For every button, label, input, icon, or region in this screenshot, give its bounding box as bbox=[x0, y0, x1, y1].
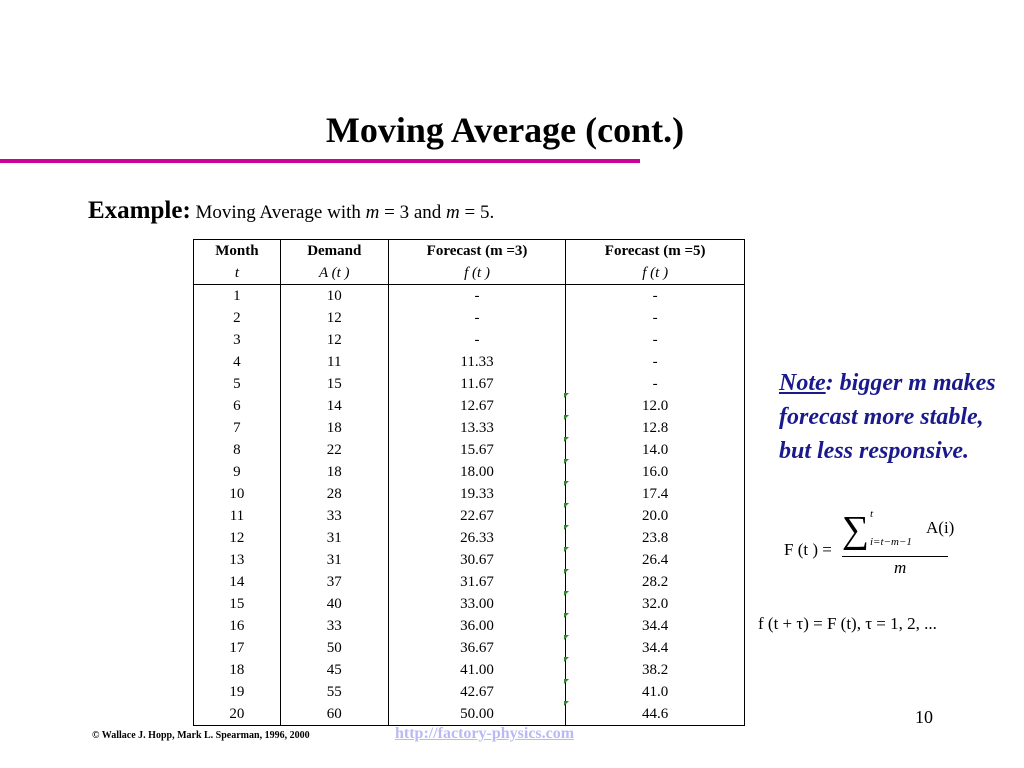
cell-forecast-m5: - bbox=[566, 329, 745, 351]
cell-marker-icon bbox=[564, 569, 569, 574]
cell-demand: 45 bbox=[280, 659, 388, 681]
cell-demand: 28 bbox=[280, 483, 388, 505]
cell-month: 4 bbox=[194, 351, 281, 373]
cell-marker-icon bbox=[564, 635, 569, 640]
cell-forecast-m3: 36.00 bbox=[388, 615, 566, 637]
cell-month: 14 bbox=[194, 571, 281, 593]
cell-demand: 14 bbox=[280, 395, 388, 417]
cell-month: 19 bbox=[194, 681, 281, 703]
cell-demand: 33 bbox=[280, 615, 388, 637]
cell-forecast-m5: 32.0 bbox=[566, 593, 745, 615]
cell-forecast-m3: 26.33 bbox=[388, 527, 566, 549]
cell-month: 16 bbox=[194, 615, 281, 637]
cell-demand: 12 bbox=[280, 329, 388, 351]
cell-demand: 12 bbox=[280, 307, 388, 329]
table-row bbox=[194, 593, 745, 615]
table-row bbox=[194, 659, 745, 681]
cell-forecast-m5: 20.0 bbox=[566, 505, 745, 527]
cell-forecast-m3: 42.67 bbox=[388, 681, 566, 703]
table-row bbox=[194, 615, 745, 637]
cell-forecast-m3: - bbox=[388, 307, 566, 329]
cell-forecast-m3: 19.33 bbox=[388, 483, 566, 505]
cell-month: 18 bbox=[194, 659, 281, 681]
table-row bbox=[194, 549, 745, 571]
cell-marker-icon bbox=[564, 393, 569, 398]
cell-demand: 60 bbox=[280, 703, 388, 726]
cell-forecast-m5: 34.4 bbox=[566, 615, 745, 637]
table-row bbox=[194, 351, 745, 373]
cell-marker-icon bbox=[564, 679, 569, 684]
cell-month: 8 bbox=[194, 439, 281, 461]
table-row bbox=[194, 637, 745, 659]
formula1-lhs: F (t ) = bbox=[784, 540, 832, 559]
cell-forecast-m3: 50.00 bbox=[388, 703, 566, 726]
cell-demand: 55 bbox=[280, 681, 388, 703]
cell-forecast-m3: 22.67 bbox=[388, 505, 566, 527]
cell-demand: 33 bbox=[280, 505, 388, 527]
example-text-b: = 3 and bbox=[379, 202, 447, 223]
cell-forecast-m3: 30.67 bbox=[388, 549, 566, 571]
header-forecast-m3: Forecast (m =3) bbox=[388, 240, 566, 263]
cell-forecast-m3: 31.67 bbox=[388, 571, 566, 593]
cell-month: 6 bbox=[194, 395, 281, 417]
cell-marker-icon bbox=[564, 415, 569, 420]
note-text bbox=[779, 366, 1019, 468]
table-row bbox=[194, 483, 745, 505]
note-head: Note bbox=[779, 370, 826, 396]
cell-forecast-m3: 15.67 bbox=[388, 439, 566, 461]
subheader-month: t bbox=[194, 262, 281, 285]
cell-forecast-m3: 12.67 bbox=[388, 395, 566, 417]
forecast-table bbox=[193, 239, 745, 726]
cell-forecast-m5: 41.0 bbox=[566, 681, 745, 703]
cell-forecast-m5: 17.4 bbox=[566, 483, 745, 505]
header-demand: Demand bbox=[280, 240, 388, 263]
cell-forecast-m3: - bbox=[388, 329, 566, 351]
table-body bbox=[194, 285, 745, 726]
cell-forecast-m5: 38.2 bbox=[566, 659, 745, 681]
subheader-forecast-m5: f (t ) bbox=[566, 262, 745, 285]
example-m2: m bbox=[446, 202, 460, 223]
formula1-numerator: A(i) bbox=[926, 518, 955, 537]
cell-month: 10 bbox=[194, 483, 281, 505]
cell-forecast-m3: 11.33 bbox=[388, 351, 566, 373]
formula1-fraction-line bbox=[842, 556, 948, 557]
page-number: 10 bbox=[915, 707, 933, 727]
table-header-row bbox=[194, 240, 745, 263]
cell-forecast-m5: 23.8 bbox=[566, 527, 745, 549]
table-row bbox=[194, 505, 745, 527]
table-row bbox=[194, 307, 745, 329]
header-month: Month bbox=[194, 240, 281, 263]
example-line bbox=[88, 196, 494, 228]
cell-marker-icon bbox=[564, 591, 569, 596]
cell-marker-icon bbox=[564, 437, 569, 442]
table-row bbox=[194, 395, 745, 417]
cell-forecast-m5: - bbox=[566, 351, 745, 373]
note-body: : bigger m makes forecast more stable, but less responsive. bbox=[779, 370, 996, 464]
cell-forecast-m5: 34.4 bbox=[566, 637, 745, 659]
cell-demand: 18 bbox=[280, 461, 388, 483]
cell-marker-icon bbox=[564, 481, 569, 486]
cell-demand: 11 bbox=[280, 351, 388, 373]
cell-demand: 22 bbox=[280, 439, 388, 461]
cell-month: 15 bbox=[194, 593, 281, 615]
cell-forecast-m5: 14.0 bbox=[566, 439, 745, 461]
cell-month: 17 bbox=[194, 637, 281, 659]
cell-marker-icon bbox=[564, 701, 569, 706]
cell-marker-icon bbox=[564, 503, 569, 508]
cell-forecast-m3: 41.00 bbox=[388, 659, 566, 681]
cell-marker-icon bbox=[564, 613, 569, 618]
table-row bbox=[194, 681, 745, 703]
cell-forecast-m5: 16.0 bbox=[566, 461, 745, 483]
formula1-sigma: ∑ bbox=[842, 509, 870, 551]
cell-demand: 37 bbox=[280, 571, 388, 593]
slide-title: Moving Average (cont.) bbox=[325, 110, 685, 150]
cell-forecast-m3: 13.33 bbox=[388, 417, 566, 439]
cell-demand: 40 bbox=[280, 593, 388, 615]
cell-demand: 50 bbox=[280, 637, 388, 659]
cell-forecast-m3: 11.67 bbox=[388, 373, 566, 395]
cell-forecast-m5: - bbox=[566, 285, 745, 308]
table-row bbox=[194, 285, 745, 308]
copyright: © Wallace J. Hopp, Mark L. Spearman, 1996, 2000 bbox=[92, 730, 310, 741]
cell-month: 2 bbox=[194, 307, 281, 329]
table-row bbox=[194, 373, 745, 395]
example-label: Example: bbox=[88, 197, 191, 224]
cell-forecast-m5: 12.8 bbox=[566, 417, 745, 439]
subheader-demand: A (t ) bbox=[280, 262, 388, 285]
formula-forecast: f (t + τ) = F (t), τ = 1, 2, ... bbox=[758, 614, 937, 633]
subheader-forecast-m3: f (t ) bbox=[388, 262, 566, 285]
table-row bbox=[194, 527, 745, 549]
cell-month: 11 bbox=[194, 505, 281, 527]
table-row bbox=[194, 417, 745, 439]
cell-month: 12 bbox=[194, 527, 281, 549]
cell-forecast-m5: - bbox=[566, 373, 745, 395]
cell-demand: 31 bbox=[280, 527, 388, 549]
table-row bbox=[194, 571, 745, 593]
table-row bbox=[194, 439, 745, 461]
title-rule bbox=[0, 159, 640, 163]
table-row bbox=[194, 461, 745, 483]
cell-forecast-m3: 18.00 bbox=[388, 461, 566, 483]
table-subheader-row bbox=[194, 262, 745, 285]
cell-month: 1 bbox=[194, 285, 281, 308]
cell-month: 20 bbox=[194, 703, 281, 726]
example-text-c: = 5. bbox=[459, 202, 495, 223]
cell-month: 13 bbox=[194, 549, 281, 571]
cell-demand: 31 bbox=[280, 549, 388, 571]
cell-forecast-m5: - bbox=[566, 307, 745, 329]
cell-demand: 10 bbox=[280, 285, 388, 308]
cell-forecast-m5: 12.0 bbox=[566, 395, 745, 417]
cell-month: 5 bbox=[194, 373, 281, 395]
cell-forecast-m5: 28.2 bbox=[566, 571, 745, 593]
cell-demand: 18 bbox=[280, 417, 388, 439]
formula1-sup: t bbox=[870, 508, 874, 520]
cell-forecast-m3: 33.00 bbox=[388, 593, 566, 615]
cell-month: 3 bbox=[194, 329, 281, 351]
cell-month: 7 bbox=[194, 417, 281, 439]
cell-demand: 15 bbox=[280, 373, 388, 395]
example-text-a: Moving Average with bbox=[190, 202, 366, 223]
cell-marker-icon bbox=[564, 547, 569, 552]
cell-forecast-m5: 44.6 bbox=[566, 703, 745, 726]
table-row bbox=[194, 329, 745, 351]
cell-month: 9 bbox=[194, 461, 281, 483]
cell-marker-icon bbox=[564, 525, 569, 530]
formula-moving-average bbox=[784, 508, 974, 583]
cell-forecast-m3: 36.67 bbox=[388, 637, 566, 659]
formula1-sub: i=t−m−1 bbox=[870, 536, 912, 548]
formula1-denominator: m bbox=[894, 558, 907, 577]
cell-marker-icon bbox=[564, 657, 569, 662]
cell-marker-icon bbox=[564, 459, 569, 464]
footer-link[interactable]: http://factory-physics.com bbox=[395, 725, 575, 742]
header-forecast-m5: Forecast (m =5) bbox=[566, 240, 745, 263]
example-m1: m bbox=[365, 202, 380, 223]
cell-forecast-m3: - bbox=[388, 285, 566, 308]
table-row bbox=[194, 703, 745, 726]
cell-forecast-m5: 26.4 bbox=[566, 549, 745, 571]
